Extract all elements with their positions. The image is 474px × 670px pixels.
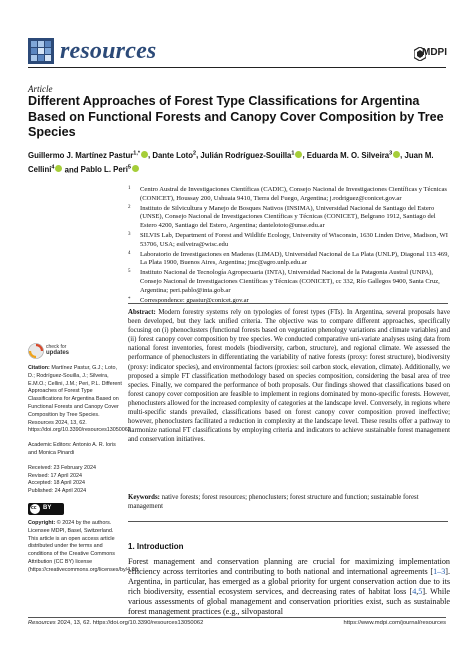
orcid-icon[interactable] <box>132 165 139 172</box>
revised-date: Revised: 17 April 2024 <box>28 472 82 479</box>
copyright-block <box>28 519 140 575</box>
author-separator: , <box>196 150 201 160</box>
author[interactable] <box>152 151 196 160</box>
affiliation-item <box>128 232 450 249</box>
author-affiliation-mark: 2 <box>193 150 197 156</box>
citation-link[interactable]: 1–3 <box>433 567 446 577</box>
author-list <box>28 147 448 176</box>
article-type: Article <box>28 84 53 94</box>
paper-title: Different Approaches of Forest Type Classifications for Argentina Based on Functional Forests and Canopy Cover Composition by Tree Species <box>28 94 444 139</box>
author-affiliation-mark: 1 <box>291 150 295 156</box>
author[interactable] <box>28 151 148 160</box>
affiliation-item <box>128 297 450 306</box>
footer-doi[interactable]: 2024, 13, 62. https://doi.org/10.3390/resources13050062 <box>55 620 204 626</box>
citation-label: Citation: <box>28 365 50 371</box>
author-name: Julián Rodríguez-Souilla <box>200 150 292 160</box>
abstract-text: Modern forestry systems rely on typologies of forest types (FTs). In Argentina, several proposals have been developed, but they lack unified criteria. The objective was to compare different approaches, specifically focusing on (i) phenoclusters (functional forests based on vegetation phenology variations and climate variables) and (ii) forest canopy cover composition by tree species. We conducted comparative uni-variate analyses using data from national forest inventories, forest models (biodiversity, carbon, structure), and regional climate. We assessed the performance of phenoclusters in differentiating the variability of native forests (proxy: forest structure), biodiversity (proxy: indicator species), and environmental factors (proxies: soil carbon stock, elevation, climate). Additionally, we proposed a simple FT classification methodology based on species composition, considering the basal area of tree species. Finally, we compared the performance of both proposals. Our findings showed that classifications based on forest canopy cover composition are feasible to implement in regions dominated by mono-specific forests. However, phenoclusters allowed for the increased complexity of categories at the landscape level. Conversely, in regions where multi-specific stands prevailed, classifications based on forest canopy cover composition proved ineffective; however, phenoclusters facilitated a reduction in complexity at the landscape level. These results offer a pathway to harmonize national FT classifications by employing criteria and indicators to achieve sustainable forest management and conservation initiatives. <box>128 309 450 444</box>
copyright-label: Copyright: <box>28 519 56 526</box>
author[interactable] <box>200 151 302 160</box>
author[interactable] <box>81 165 139 174</box>
introduction-paragraph <box>128 557 450 618</box>
accepted-date: Accepted: 18 April 2024 <box>28 480 85 487</box>
footer-journal-link[interactable]: https://www.mdpi.com/journal/resources <box>343 620 446 626</box>
author-affiliation-mark: 3 <box>389 150 393 156</box>
author-affiliation-mark: 5 <box>127 164 131 171</box>
affiliation-text: SILVIS Lab, Department of Forest and Wildlife Ecology, University of Wisconsin, 1630 Linden Drive, Madison, WI 53706, USA; esilveira@wisc.edu <box>140 231 448 248</box>
cc-license-link[interactable] <box>28 503 64 515</box>
footer-rule <box>28 617 446 618</box>
section-heading: 1. Introduction <box>128 542 184 551</box>
author-affiliation-mark: 4 <box>51 164 55 171</box>
article-sidebar <box>28 365 140 575</box>
affiliation-number: 5 <box>128 269 131 275</box>
editors-text: Antonio A. R. Ioris and Monica Pinardi <box>28 442 116 456</box>
affiliations <box>128 186 450 307</box>
citation-link[interactable]: 4 <box>412 587 417 597</box>
affiliation-item <box>128 205 450 231</box>
received-date: Received: 23 February 2024 <box>28 464 97 471</box>
check-for-updates-button[interactable] <box>28 343 98 361</box>
affiliation-item <box>128 251 450 268</box>
copyright-text: © 2024 by the authors. Licensee MDPI, Basel, Switzerland. This article is an open access article distributed under the terms and conditions of the Creative Commons Attribution (CC BY) license (https://creativecommons.org/licenses/by/4.0/). <box>28 519 140 573</box>
keywords-label: Keywords: <box>128 494 160 501</box>
affiliation-text: Instituto de Silvicultura y Manejo de Bosques Nativos (INSIMA), Universidad Nacional de Santiago del Estero (UNSE), Consejo Nacional de Investigaciones Científicas y Técnicas (CONICET), Belgrano 1912, Santiago del Estero 4200, Santiago del Estero, Argentina; dantelototo@unse.edu.ar <box>140 204 436 229</box>
footer-journal: Resources <box>28 620 56 626</box>
author-name: Guillermo J. Martínez Pastur <box>28 150 134 160</box>
journal-logo-icon <box>28 38 54 64</box>
citation-text: Martínez Pastur, G.J.; Loto, D.; Rodríguez-Souilla, J.; Silveira, E.M.O.; Cellini, J.M.; Peri, P.L. Different Approaches of Forest Type Classifications for Argentina Based on Functional Forests and Canopy Cover Composition by Tree Species. Resources 2024, 13, 62. https://doi.org/10.3390/resources13050062 <box>28 365 131 434</box>
editors-label: Academic Editors: <box>28 442 72 449</box>
author-name: Juan M. Cellini <box>28 150 434 175</box>
orcid-icon[interactable] <box>141 151 148 158</box>
intro-text-3: , <box>416 587 419 597</box>
cc-by-label: BY <box>43 504 52 511</box>
affiliation-text: Laboratorio de Investigaciones en Maderas (LIMAD), Universidad Nacional de La Plata (UNLP), Diagonal 113 469, La Plata 1900, Buenos Aires, Argentina; jmc@agro.unlp.edu.ar <box>140 250 450 267</box>
citation-block <box>28 365 131 435</box>
affiliation-text: Centro Austral de Investigaciones Científicas (CADIC), Consejo Nacional de Investigaciones Científicas y Técnicas (CONICET), Houssay 200, Ushuaia 9410, Tierra del Fuego, Argentina; j.rodriguez@conicet.gov.ar <box>140 186 447 202</box>
check-updates-icon <box>28 343 44 359</box>
affiliation-item <box>128 186 450 203</box>
affiliation-number: 1 <box>128 186 131 191</box>
header-rule <box>28 67 446 68</box>
author-separator: , <box>147 150 153 160</box>
author-name: Dante Loto <box>152 150 194 160</box>
affiliation-text: Instituto Nacional de Tecnología Agropecuaria (INTA), Universidad Nacional de la Patagonia Austral (UNPA), Consejo Nacional de Investigaciones Científicas y Técnicas (CONICET), cc 332, Río Gallegos 9400, Santa Cruz, Argentina; peri.pablo@inta.gob.ar <box>140 269 440 294</box>
citation-link[interactable]: 5 <box>418 587 423 597</box>
journal-name: resources <box>60 38 157 64</box>
intro-text-2: ]. Argentina, in particular, has emerged as a global priority for urgent conservation action due to its rich biodiversity, essential ecosystem services, and decreasing rates of habitat loss [ <box>128 567 450 597</box>
dates-block <box>28 465 122 496</box>
affiliation-number: 2 <box>128 204 131 210</box>
author-separator: and <box>62 165 81 175</box>
author-name: Eduarda M. O. Silveira <box>306 150 390 160</box>
updates-label: updates <box>46 349 70 356</box>
keywords-text: native forests; forest resources; phenoclusters; forest structure and function; sustainable forest management <box>128 494 419 511</box>
footer-citation <box>28 620 203 626</box>
author-affiliation-mark: 1,* <box>133 150 140 156</box>
affiliation-number: * <box>128 296 131 302</box>
published-date: Published: 24 April 2024 <box>28 488 87 495</box>
keywords <box>128 493 450 511</box>
abstract <box>128 308 450 444</box>
mdpi-logo <box>414 46 447 63</box>
author[interactable] <box>307 151 400 160</box>
check-for-label: check for <box>46 344 67 350</box>
publisher-logo-text: MDPI <box>422 47 447 58</box>
author-separator: , <box>400 150 405 160</box>
abstract-top-rule <box>128 303 448 304</box>
affiliation-number: 3 <box>128 231 131 237</box>
editors-block <box>28 442 122 458</box>
affiliation-text: Correspondence: gpastur@conicet.gov.ar <box>140 296 249 304</box>
author-separator: , <box>302 150 307 160</box>
author-name: Pablo L. Peri <box>80 165 128 175</box>
intro-text-4: ]. While various assessments of global management and conservation priorities exist, such as sustainable forest management practices (e.g., silvopastoral <box>128 587 450 617</box>
abstract-label: Abstract: <box>128 309 156 316</box>
affiliation-number: 4 <box>128 250 131 256</box>
intro-text-1: Forest management and conservation planning are crucial for maximizing implementation efficiency across territories and contributing to both national and international agreements [ <box>128 557 450 577</box>
keywords-bottom-rule <box>128 521 448 522</box>
affiliation-item <box>128 269 450 295</box>
cc-icon: cc <box>30 504 40 514</box>
